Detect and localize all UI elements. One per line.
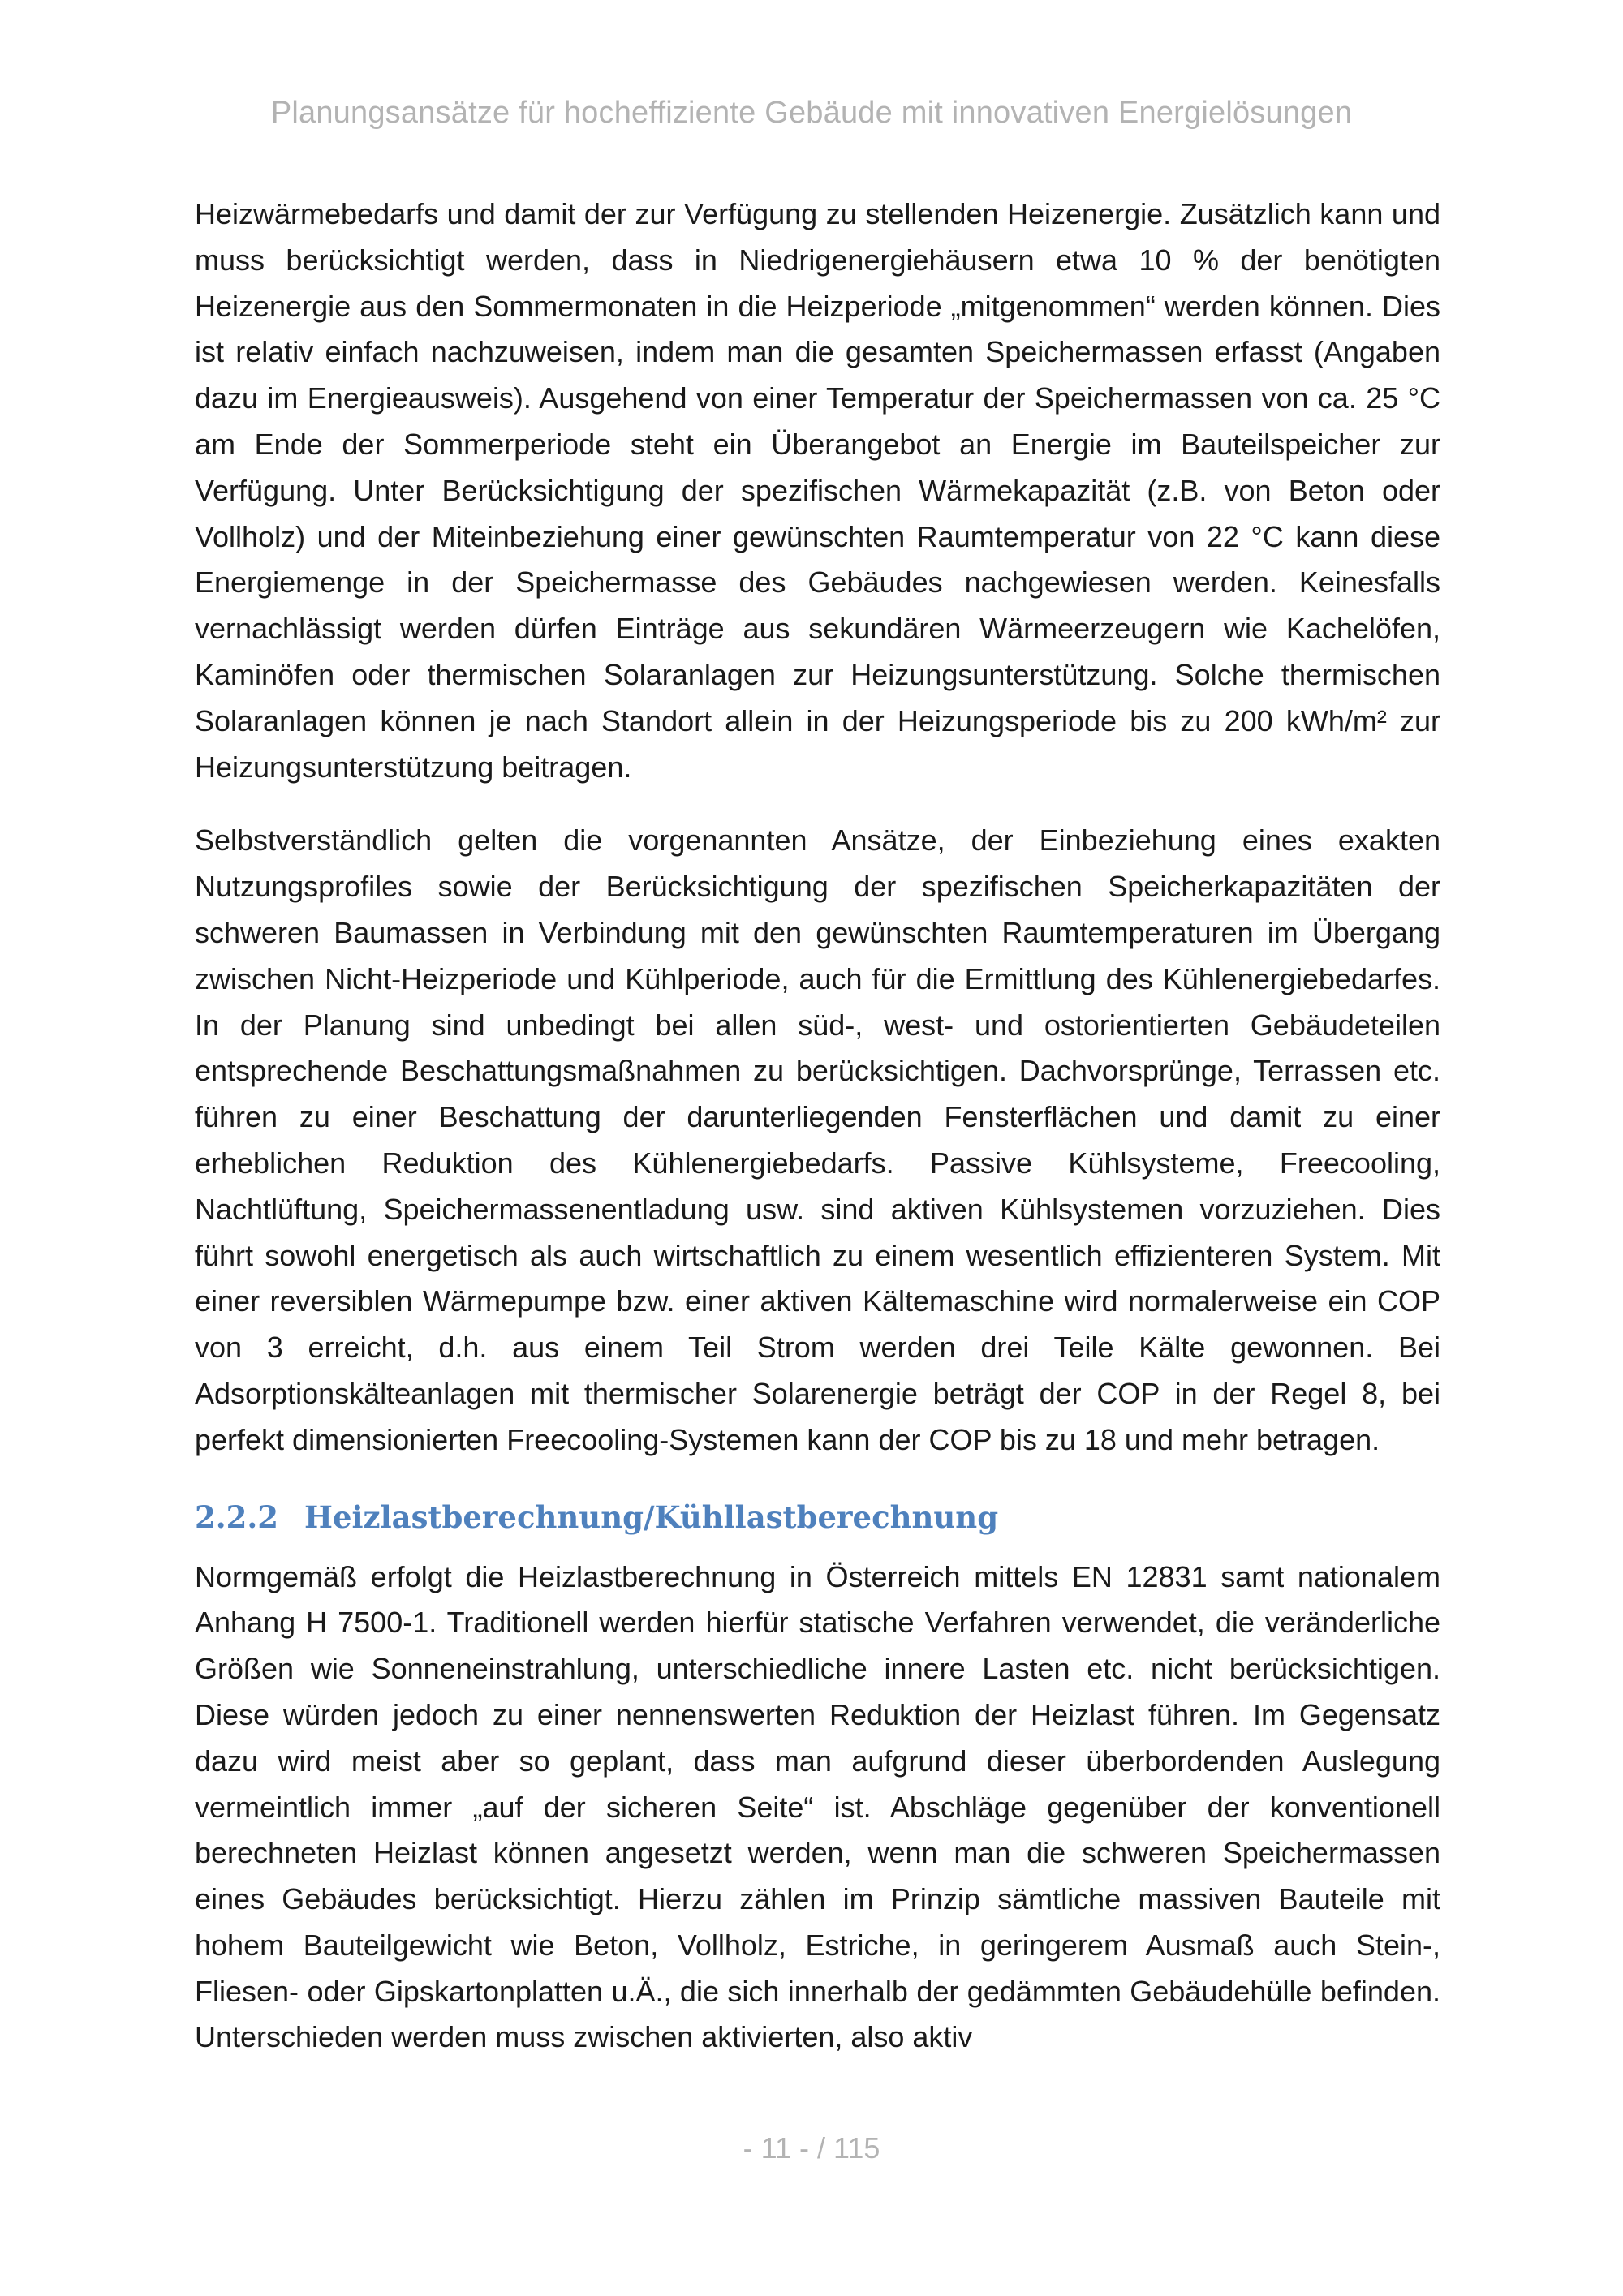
paragraph-heizwaermebedarf: Heizwärmebedarfs und damit der zur Verfügung zu stellenden Heizenergie. Zusätzlich kann und muss berücksichtigt werden, dass in Niedrigenergiehäusern etwa 10 % der benötigten Heizenergie aus den Sommermonaten in die Heizperiode „mitgenommen“ werden können. Dies ist relativ einfach nachzuweisen, indem man die gesamten Speichermassen erfasst (Angaben dazu im Energieausweis). Ausgehend von einer Temperatur der Speichermassen von ca. 25 °C am Ende der Sommerperiode steht ein Überangebot an Energie im Bauteilspeicher zur Verfügung. Unter Berücksichtigung der spezifischen Wärmekapazität (z.B. von Beton oder Vollholz) und der Miteinbeziehung einer gewünschten Raumtemperatur von 22 °C kann diese Energiemenge in der Speichermasse des Gebäudes nachgewiesen werden. Keinesfalls vernachlässigt werden dürfen Einträge aus sekundären Wärmeerzeugern wie Kachelöfen, Kaminöfen oder thermischen Solaranlagen zur Heizungsunterstützung. Solche thermischen Solaranlagen können je nach Standort allein in der Heizungsperiode bis zu 200 kWh/m² zur Heizungsunterstützung beitragen. xyxy=(195,197,1440,784)
running-header: Planungsansätze für hocheffiziente Gebäude mit innovativen Energielösungen xyxy=(270,96,1353,130)
paragraph-heizlastberechnung: Normgemäß erfolgt die Heizlastberechnung in Österreich mittels EN 12831 samt nationalem Anhang H 7500-1. Traditionell werden hierfür statische Verfahren verwendet, die veränderliche Größen wie Sonneneinstrahlung, unterschiedliche innere Lasten etc. nicht berücksichtigen. Diese würden jedoch zu einer nennenswerten Reduktion der Heizlast führen. Im Gegensatz dazu wird meist aber so geplant, dass man aufgrund dieser überbordenden Auslegung vermeintlich immer „auf der sicheren Seite“ ist. Abschläge gegenüber der konventionell berechneten Heizlast können angesetzt werden, wenn man die schweren Speichermassen eines Gebäudes berücksichtigt. Hierzu zählen im Prinzip sämtliche massiven Bauteile mit hohem Bauteilgewicht wie Beton, Vollholz, Estriche, in geringerem Ausmaß auch Stein-, Fliesen- oder Gipskartonplatten u.Ä., die sich innerhalb der gedämmten Gebäudehülle befinden. Unterschieden werden muss zwischen aktivierten, also aktiv xyxy=(195,1559,1440,2054)
section-heading xyxy=(195,1496,1440,1538)
paragraph-kuehlenergiebedarf: Selbstverständlich gelten die vorgenannten Ansätze, der Einbeziehung eines exakten Nutzungsprofiles sowie der Berücksichtigung der spezifischen Speicherkapazitäten der schweren Baumassen in Verbindung mit den gewünschten Raumtemperaturen im Übergang zwischen Nicht-Heizperiode und Kühlperiode, auch für die Ermittlung des Kühlenergiebedarfes. In der Planung sind unbedingt bei allen süd-, west- und ostorientierten Gebäudeteilen entsprechende Beschattungsmaßnahmen zu berücksichtigen. Dachvorsprünge, Terrassen etc. führen zu einer Beschattung der darunterliegenden Fensterflächen und damit zu einer erheblichen Reduktion des Kühlenergiebedarfs. Passive Kühlsysteme, Freecooling, Nachtlüftung, Speichermassenentladung usw. sind aktiven Kühlsystemen vorzuziehen. Dies führt sowohl energetisch als auch wirtschaftlich zu einem wesentlich effizienteren System. Mit einer reversiblen Wärmepumpe bzw. einer aktiven Kältemaschine wird normalerweise ein COP von 3 erreicht, d.h. aus einem Teil Strom werden drei Teile Kälte gewonnen. Bei Adsorptionskälteanlagen mit thermischer Solarenergie beträgt der COP in der Regel 8, bei perfekt dimensionierten Freecooling-Systemen kann der COP bis zu 18 und mehr betragen. xyxy=(195,823,1440,1456)
page-number: - 11 - / 115 xyxy=(743,2131,880,2165)
body-text xyxy=(195,191,1440,2061)
section-title: Heizlastberechnung/Kühllastberechnung xyxy=(304,1498,999,1535)
section-number: 2.2.2 xyxy=(195,1498,278,1535)
